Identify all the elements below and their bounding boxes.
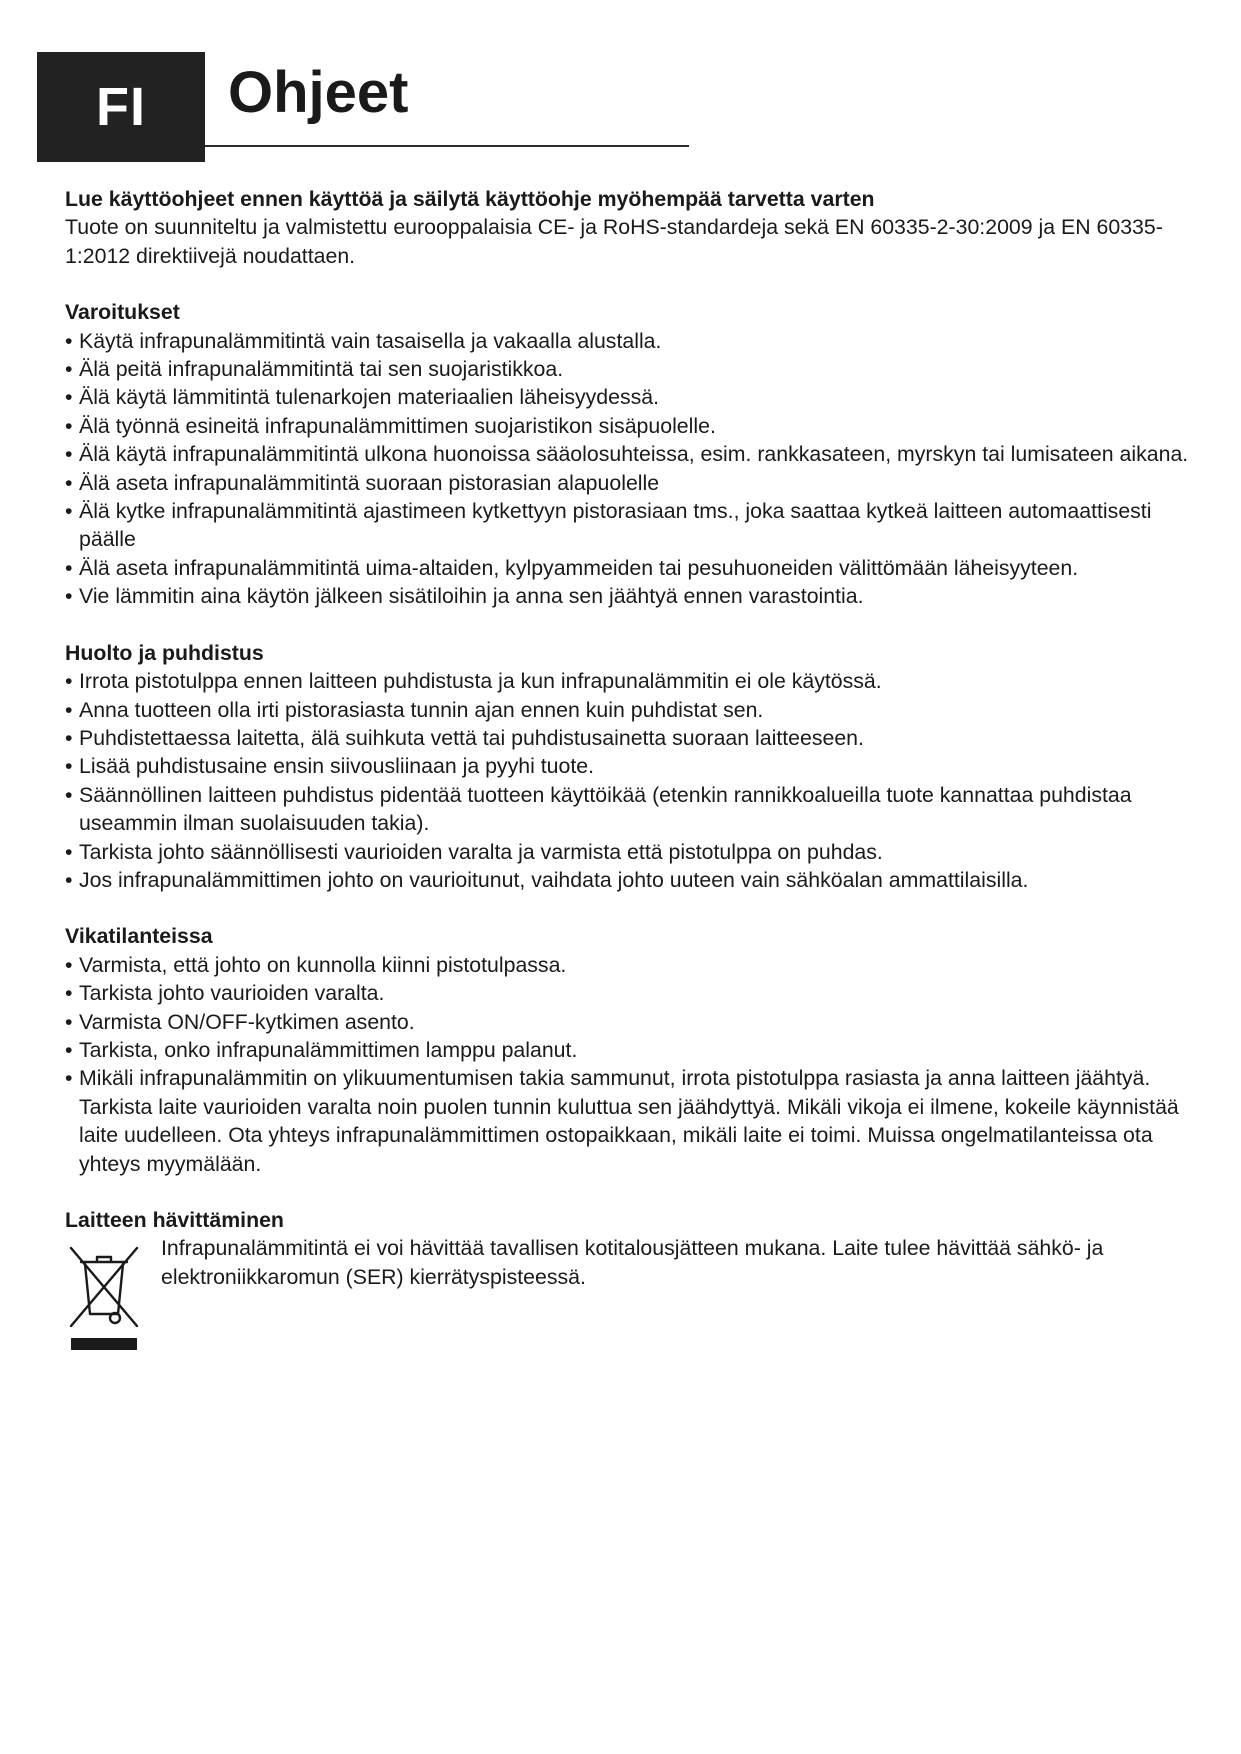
list-item: • Älä käytä lämmitintä tulenarkojen materiaalien läheisyydessä. [65, 383, 1195, 411]
intro-text: Tuote on suunniteltu ja valmistettu eurooppalaisia CE- ja RoHS-standardeja sekä EN 60335-2-30:2009 ja EN 60335-1:2012 direktiivejä noudattaen. [65, 215, 1163, 268]
weee-crossed-bin-icon [65, 1242, 143, 1352]
section-heading: Vikatilanteissa [65, 924, 213, 949]
list-item: • Varmista ON/OFF-kytkimen asento. [65, 1008, 1195, 1036]
maintenance-list [65, 667, 1195, 894]
list-item: • Älä työnnä esineitä infrapunalämmittimen suojaristikon sisäpuolelle. [65, 412, 1195, 440]
title-underline [205, 145, 689, 147]
section-heading: Varoitukset [65, 300, 180, 325]
list-item: • Älä käytä infrapunalämmitintä ulkona huonoissa sääolosuhteissa, esim. rankkasateen, myrskyn tai lumisateen aikana. [65, 440, 1195, 468]
list-item: • Mikäli infrapunalämmitin on ylikuumentumisen takia sammunut, irrota pistotulppa rasiasta ja anna laitteen jäähtyä. Tarkista laite vaurioiden varalta noin puolen tunnin kuluttua sen jäähdyttyä. Mikäli vikoja ei ilmene, kokeile käynnistää laite uudelleen. Ota yhteys infrapunalämmittimen ostopaikkaan, mikäli laite ei toimi. Muissa ongelmatilanteissa ota yhteys myymälään. [65, 1064, 1195, 1178]
list-item: • Tarkista johto säännöllisesti vaurioiden varalta ja varmista että pistotulppa on puhdas. [65, 838, 1195, 866]
disposal-block [65, 1234, 1195, 1352]
list-item: • Älä aseta infrapunalämmitintä uima-altaiden, kylpyammeiden tai pesuhuoneiden välittömään läheisyyteen. [65, 554, 1195, 582]
warnings-list [65, 327, 1195, 611]
section-heading: Laitteen hävittäminen [65, 1208, 284, 1232]
list-item: • Älä aseta infrapunalämmitintä suoraan pistorasian alapuolelle [65, 469, 1195, 497]
list-item: • Säännöllinen laitteen puhdistus pidentää tuotteen käyttöikää (etenkin rannikkoalueilla tuote kannattaa puhdistaa useammin ilman suolaisuuden takia). [65, 781, 1195, 838]
list-item: • Vie lämmitin aina käytön jälkeen sisätiloihin ja anna sen jäähtyä ennen varastointia. [65, 582, 1195, 610]
language-code: FI [96, 77, 146, 137]
troubleshooting-list [65, 951, 1195, 1178]
list-item: • Puhdistettaessa laitetta, älä suihkuta vettä tai puhdistusainetta suoraan laitteeseen. [65, 724, 1195, 752]
list-item: • Tarkista johto vaurioiden varalta. [65, 979, 1195, 1007]
list-item: • Varmista, että johto on kunnolla kiinni pistotulpassa. [65, 951, 1195, 979]
list-item: • Käytä infrapunalämmitintä vain tasaisella ja vakaalla alustalla. [65, 327, 1195, 355]
list-item: • Älä peitä infrapunalämmitintä tai sen suojaristikkoa. [65, 355, 1195, 383]
list-item: • Älä kytke infrapunalämmitintä ajastimeen kytkettyyn pistorasiaan tms., joka saattaa kytkeä laitteen automaattisesti päälle [65, 497, 1195, 554]
page-title: Ohjeet [228, 60, 409, 125]
section-disposal [65, 1206, 1195, 1352]
list-item: • Anna tuotteen olla irti pistorasiasta tunnin ajan ennen kuin puhdistat sen. [65, 696, 1195, 724]
disposal-text: Infrapunalämmitintä ei voi hävittää tavallisen kotitalousjätteen mukana. Laite tulee hävittää sähkö- ja elektroniikkaromun (SER) kierrätyspisteessä. [161, 1236, 1104, 1289]
language-badge [37, 52, 205, 162]
list-item: • Irrota pistotulppa ennen laitteen puhdistusta ja kun infrapunalämmitin ei ole käytössä. [65, 667, 1195, 695]
document-body [65, 185, 1195, 1352]
list-item: • Tarkista, onko infrapunalämmittimen lamppu palanut. [65, 1036, 1195, 1064]
section-warnings [65, 298, 1195, 610]
section-troubleshooting [65, 922, 1195, 1178]
list-item: • Lisää puhdistusaine ensin siivousliinaan ja pyyhi tuote. [65, 752, 1195, 780]
intro-lead: Lue käyttöohjeet ennen käyttöä ja säilytä käyttöohje myöhempää tarvetta varten [65, 187, 875, 211]
section-maintenance [65, 639, 1195, 895]
section-heading: Huolto ja puhdistus [65, 640, 264, 665]
list-item: • Jos infrapunalämmittimen johto on vaurioitunut, vaihdata johto uuteen vain sähköalan ammattilaisilla. [65, 866, 1195, 894]
